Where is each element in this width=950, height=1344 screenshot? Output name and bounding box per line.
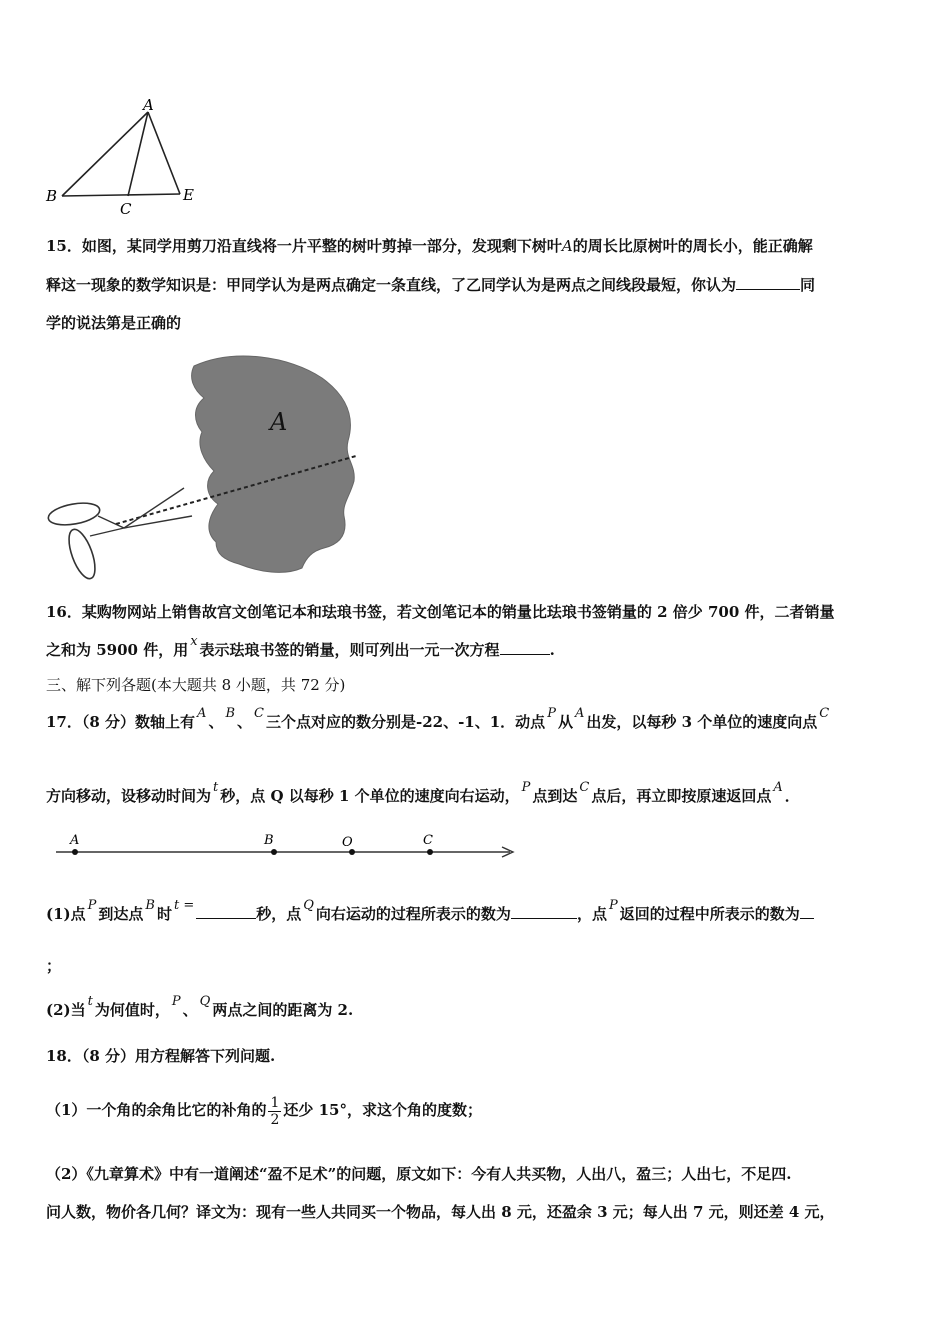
q15-var-a: A — [561, 237, 573, 255]
q18-p1-b: 还少 15°，求这个角的度数； — [283, 1101, 482, 1119]
q17-line2 — [46, 780, 906, 808]
q17-sep-1: 、 — [208, 713, 224, 731]
label-e: E — [183, 186, 194, 204]
q18-p2-line2 — [46, 1202, 906, 1222]
q18-p2-text-1: （2）《九章算术》中有一道阐述“盈不足术”的问题，原文如下：今有人共买物，人出八，盈三；人出七，不足四. — [46, 1165, 792, 1183]
q17-sub1-t-eq: t = — [173, 898, 195, 913]
q17-line1 — [46, 706, 906, 734]
segment-ab — [62, 112, 148, 196]
point-b — [271, 849, 277, 855]
q18-p2-text-2: 问人数，物价各几何？译文为：现有一些人共同买一个物品，每人出 8 元，还盈余 3 元；每人出 7 元，则还差 4 元， — [46, 1203, 835, 1221]
q17-sub2-var-q: Q — [199, 994, 211, 1009]
q17-var-a-2: A — [574, 706, 585, 721]
q17-sub1-var-p: P — [87, 898, 97, 913]
q18-frac-denominator: 2 — [270, 1111, 280, 1128]
q17-sub1 — [46, 898, 906, 926]
numberline-label-c: C — [423, 833, 433, 848]
q17-text-2d: 点后，再立即按原速返回点 — [591, 787, 772, 805]
label-c: C — [120, 200, 132, 218]
q17-sub2-sep: 、 — [182, 1001, 198, 1019]
q17-text-1d: 出发，以每秒 3 个单位的速度向点 — [586, 713, 818, 731]
section-3-text: 三、解下列各题(本大题共 8 小题，共 72 分) — [46, 676, 346, 694]
q18-p1 — [46, 1090, 906, 1130]
segment-ac — [128, 112, 148, 196]
label-b: B — [46, 187, 58, 205]
section-3-title — [46, 675, 906, 695]
q17-sub2-a: (2)当 — [46, 1001, 86, 1019]
q17-sub2-var-p: P — [171, 994, 181, 1009]
q17-var-p-2: P — [521, 780, 531, 795]
q17-sub2-c: 两点之间的距离为 2. — [212, 1001, 354, 1019]
q17-var-c-3: C — [579, 780, 590, 795]
q15-line3 — [46, 313, 906, 333]
q17-text-2c: 点到达 — [532, 787, 578, 805]
q17-sub1-a: (1)点 — [46, 905, 86, 923]
q16-text-2-end: . — [549, 641, 555, 659]
q15-text-2: 释这一现象的数学知识是：甲同学认为是两点确定一条直线，了乙同学认为是两点之间线段最短，你认为 — [46, 276, 737, 294]
q17-var-c-2: C — [819, 706, 830, 721]
q15-line2 — [46, 275, 906, 295]
q17-text-2a: 方向移动，设移动时间为 — [46, 787, 212, 805]
numberline-label-b: B — [264, 833, 274, 848]
q17-var-t: t — [213, 780, 219, 795]
q18-fraction — [268, 1095, 281, 1128]
q15-text-1: 15．如图，某同学用剪刀沿直线将一片平整的树叶剪掉一部分，发现剩下树叶 — [46, 237, 562, 255]
label-a: A — [143, 98, 154, 114]
q17-sub2-var-t: t — [87, 994, 93, 1009]
q17-sub1-g: 返回的过程中所表示的数为 — [619, 905, 800, 923]
q17-var-a-3: A — [773, 780, 783, 795]
q15-text-1-end: 的周长比原树叶的周长小，能正确解 — [572, 237, 813, 255]
q17-var-a: A — [197, 706, 207, 721]
numberline-label-o: O — [342, 835, 353, 850]
q18-title-text: 18．（8 分）用方程解答下列问题. — [46, 1047, 276, 1065]
scissor-neck-1 — [98, 516, 124, 528]
q15-text-3: 学的说法第是正确的 — [46, 314, 182, 332]
leaf-scissors-figure — [44, 346, 374, 586]
q17-sub1-end-line — [46, 956, 906, 976]
q16-answer-blank[interactable] — [500, 640, 550, 655]
q18-frac-numerator: 1 — [270, 1094, 280, 1111]
numberline-label-a: A — [70, 833, 80, 848]
q17-sub1-var-p-2: P — [608, 898, 618, 913]
q17-sub1-d: 秒，点 — [256, 905, 302, 923]
q16-line2 — [46, 634, 906, 662]
q17-sub1-var-b: B — [145, 898, 155, 913]
leaf-shape — [192, 356, 355, 572]
q15-text-2-end: 同 — [800, 276, 816, 294]
q17-sub1-e: 向右运动的过程所表示的数为 — [315, 905, 511, 923]
q17-text-2-end: ． — [784, 787, 800, 805]
segment-be — [62, 194, 180, 196]
q16-var-x: x — [190, 634, 198, 649]
number-line-figure — [50, 830, 530, 866]
q17-text-1a: 17．（8 分）数轴上有 — [46, 713, 196, 731]
q17-sub1-var-q: Q — [303, 898, 314, 913]
scissor-neck-2 — [90, 528, 124, 536]
q17-sub1-blank-2[interactable] — [511, 904, 577, 919]
point-a — [72, 849, 78, 855]
q17-sub1-b: 到达点 — [98, 905, 144, 923]
q17-sub2 — [46, 994, 906, 1022]
q18-p2-line1 — [46, 1164, 906, 1184]
scissor-handle-1 — [47, 500, 102, 529]
point-c — [427, 849, 433, 855]
q17-var-b: B — [225, 706, 236, 721]
q17-sep-2: 、 — [237, 713, 253, 731]
q16-text-2b: 表示珐琅书签的销量，则可列出一元一次方程 — [199, 641, 500, 659]
q17-sub1-c: 时 — [156, 905, 172, 923]
q15-line1 — [46, 236, 906, 256]
q17-text-1b: 三个点对应的数分别是-22、-1、1．动点 — [265, 713, 546, 731]
q18-p1-a: （1）一个角的余角比它的补角的 — [46, 1101, 267, 1119]
q17-text-2b: 秒，点 Q 以每秒 1 个单位的速度向右运动， — [220, 787, 520, 805]
q17-sub1-blank-1[interactable] — [196, 904, 256, 919]
q17-var-c: C — [254, 706, 264, 721]
q15-answer-blank[interactable] — [736, 275, 800, 290]
q16-text-2a: 之和为 5900 件，用 — [46, 641, 189, 659]
q17-sub2-b: 为何值时， — [94, 1001, 170, 1019]
q18-title — [46, 1046, 906, 1066]
q17-sub1-blank-3[interactable] — [800, 904, 814, 919]
q16-text-1: 16．某购物网站上销售故宫文创笔记本和珐琅书签，若文创笔记本的销量比珐琅书签销量的 2 倍少 700 件，二者销量 — [46, 603, 835, 621]
q17-sub1-end: ； — [46, 957, 62, 975]
q17-sub1-f: ，点 — [576, 905, 607, 923]
triangle-figure — [40, 98, 210, 218]
segment-ae — [148, 112, 180, 194]
leaf-label: A — [270, 408, 288, 436]
q17-var-p: P — [547, 706, 556, 721]
q17-text-1c: 从 — [557, 713, 573, 731]
q16-line1 — [46, 602, 906, 622]
